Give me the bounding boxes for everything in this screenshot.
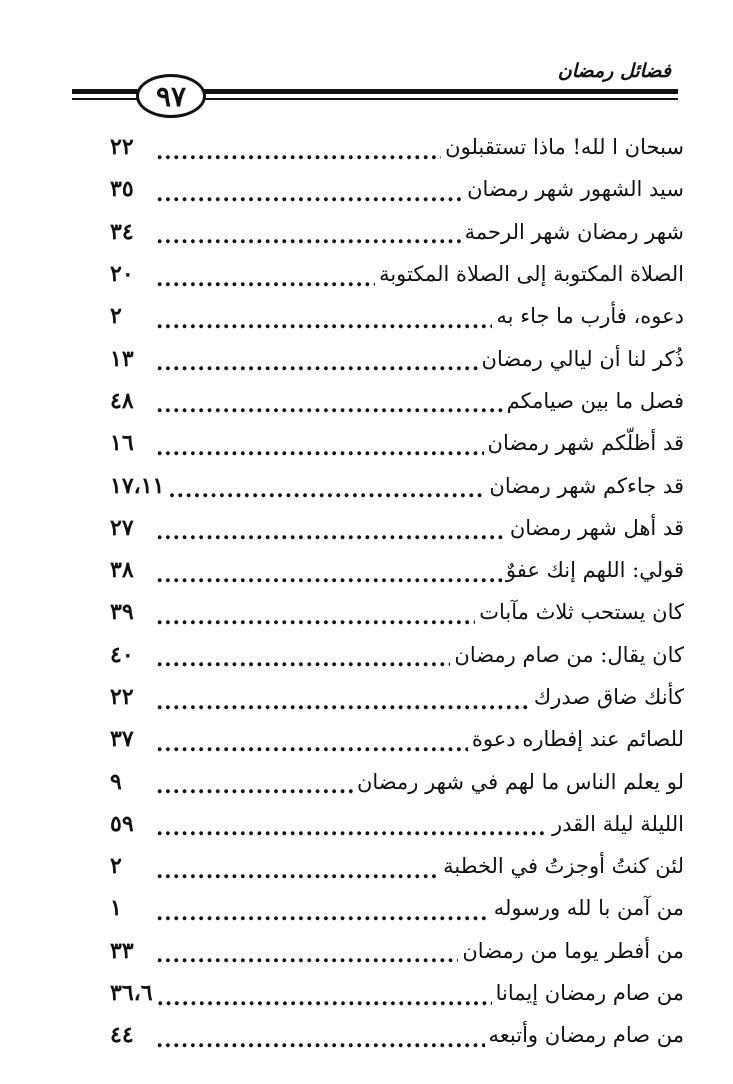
entry-page-number: ٢٠ [110,261,134,288]
index-entry [110,634,684,676]
dot-leader [156,175,463,204]
entry-title: الليلة ليلة القدر [551,811,684,836]
index-entry [110,168,684,210]
entry-title: من صام رمضان إيمانا [495,981,684,1006]
dot-leader [156,260,375,289]
dot-leader [156,344,478,373]
entry-title: لو يعلم الناس ما لهم في شهر رمضان [356,769,684,794]
index-entry [110,845,684,887]
entry-title: الصلاة المكتوبة إلى الصلاة المكتوبة [379,262,684,287]
page-number: ٩٧ [155,79,187,113]
page-number-oval [136,74,206,118]
entry-title: سبحان ا لله! ماذا تستقبلون [445,135,684,160]
page-header [0,0,733,125]
index-entry [110,422,684,464]
index-entry [110,126,684,168]
dot-leader [156,598,475,627]
index-entry [110,591,684,633]
index-entry [110,337,684,379]
entry-title: قد أظلّكم شهر رمضان [487,431,684,456]
index-entry [110,930,684,972]
index-entry [110,1014,684,1056]
entry-page-number: ٢٧ [110,514,134,541]
index-entry [110,676,684,718]
entry-title: من آمن با لله ورسوله [493,896,684,921]
dot-leader [156,936,458,965]
entry-page-number: ١٣ [110,345,134,372]
entry-page-number: ٤٤ [110,1022,134,1049]
dot-leader [156,556,502,585]
entry-page-number: ٢٢ [110,134,134,161]
dot-leader [156,217,461,246]
entry-page-number: ١٦ [110,430,134,457]
dot-leader [157,979,492,1008]
entry-title: دعوه، فأرب ما جاء به [496,304,684,329]
entry-title: سيد الشهور شهر رمضان [467,177,684,202]
entry-page-number: ٣٥ [110,176,134,203]
entry-page-number: ١٧،١١ [110,472,165,499]
entry-title: كان يقال: من صام رمضان [454,642,684,667]
dot-leader [156,386,503,415]
entry-title: ذُكر لنا أن ليالي رمضان [481,346,684,371]
index-list [110,126,684,1057]
dot-leader [156,725,468,754]
entry-page-number: ٢ [110,303,122,330]
dot-leader [156,852,439,881]
entry-page-number: ١ [110,895,122,922]
entry-title: شهر رمضان شهر الرحمة [464,219,684,244]
entry-title: للصائم عند إفطاره دعوة [471,727,684,752]
dot-leader [156,133,441,162]
dot-leader [156,640,450,669]
dot-leader [156,429,484,458]
dot-leader [168,471,485,500]
index-entry [110,295,684,337]
entry-page-number: ٣٨ [110,557,134,584]
index-entry [110,507,684,549]
index-entry [110,718,684,760]
entry-title: قد جاءكم شهر رمضان [489,473,684,498]
entry-title: فصل ما بين صيامكم [506,388,684,413]
entry-page-number: ٤٨ [110,387,134,414]
entry-page-number: ٢ [110,853,122,880]
entry-title: كأنك ضاق صدرك [533,685,684,709]
dot-leader [156,767,353,796]
entry-page-number: ٥٩ [110,810,134,837]
entry-title: كان يستحب ثلاث مآبات [479,600,684,625]
entry-title: لئن كنتُ أوجزتُ في الخطبة [443,854,684,879]
index-entry [110,464,684,506]
index-entry [110,972,684,1014]
entry-page-number: ٣٤ [110,218,134,245]
index-entry [110,380,684,422]
entry-page-number: ٩ [110,768,122,795]
dot-leader [156,809,548,838]
dot-leader [156,1021,485,1050]
entry-page-number: ٢٢ [110,684,134,710]
entry-title: قد أهل شهر رمضان [509,515,684,540]
entry-title: من أفطر يوما من رمضان [462,938,684,963]
index-entry [110,211,684,253]
index-entry [110,760,684,802]
index-entry [110,549,684,591]
entry-page-number: ٣٣ [110,937,134,964]
index-entry [110,887,684,929]
entry-page-number: ٣٧ [110,726,134,753]
running-head-title: فضائل رمضان [557,60,671,82]
dot-leader [156,683,530,712]
entry-title: قولي: اللهم إنك عفوٌ [505,558,684,583]
dot-leader [156,302,492,331]
dot-leader [156,894,490,923]
entry-page-number: ٣٩ [110,599,134,626]
index-entry [110,803,684,845]
entry-page-number: ٤٠ [110,641,134,668]
entry-page-number: ٣٦،٦ [110,980,153,1007]
index-entry [110,253,684,295]
dot-leader [156,513,506,542]
entry-title: من صام رمضان وأتبعه [488,1023,684,1048]
